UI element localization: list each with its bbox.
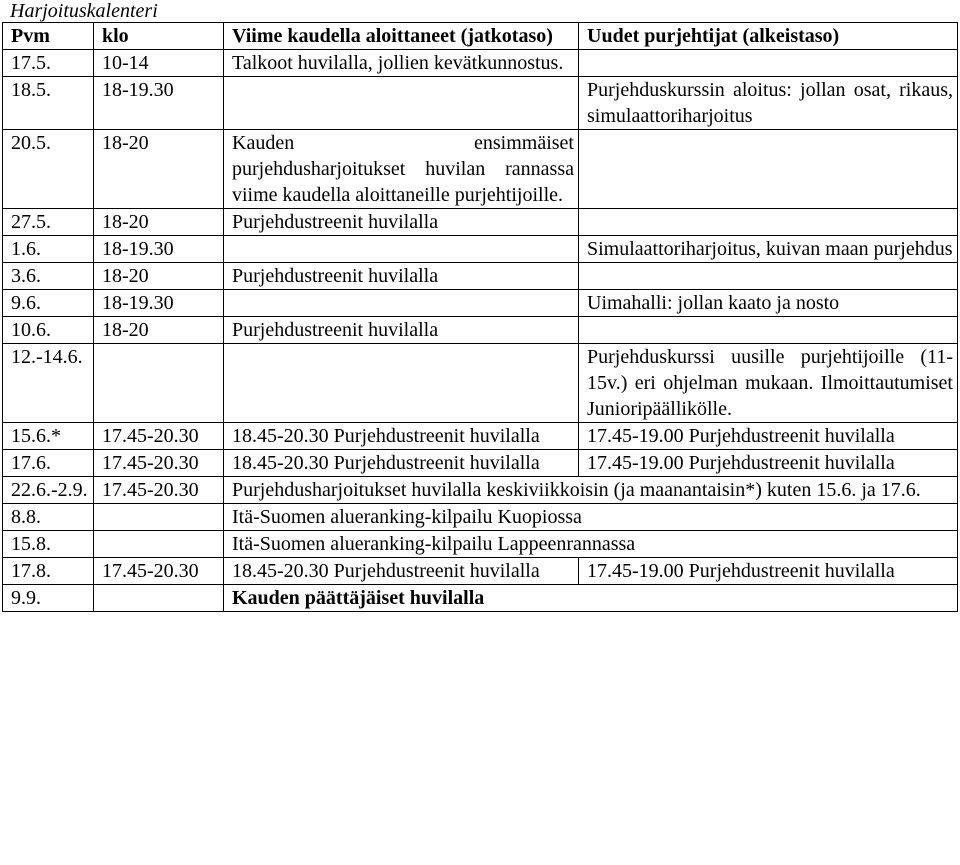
cell-merged: Kauden päättäjäiset huvilalla xyxy=(224,585,958,612)
cell-continuing: 18.45-20.30 Purjehdustreenit huvilalla xyxy=(224,558,579,585)
cell-klo xyxy=(94,344,224,423)
table-row xyxy=(3,209,958,236)
table-row xyxy=(3,450,958,477)
cell-beginners xyxy=(579,263,958,290)
cell-pvm: 1.6. xyxy=(3,236,94,263)
table-row xyxy=(3,504,958,531)
cell-klo: 17.45-20.30 xyxy=(94,423,224,450)
table-row xyxy=(3,558,958,585)
cell-beginners: 17.45-19.00 Purjehdustreenit huvilalla xyxy=(579,558,958,585)
cell-beginners: Uimahalli: jollan kaato ja nosto xyxy=(579,290,958,317)
header-klo: klo xyxy=(94,23,224,50)
cell-beginners xyxy=(579,209,958,236)
cell-pvm: 8.8. xyxy=(3,504,94,531)
cell-klo: 18-20 xyxy=(94,130,224,209)
cell-continuing xyxy=(224,77,579,130)
cell-pvm: 15.6.* xyxy=(3,423,94,450)
cell-beginners xyxy=(579,317,958,344)
table-row xyxy=(3,317,958,344)
cell-continuing: 18.45-20.30 Purjehdustreenit huvilalla xyxy=(224,423,579,450)
cell-continuing: Kauden ensimmäiset purjehdusharjoitukset huvilan rannassa viime kaudella aloittaneille purjehtijoille. xyxy=(224,130,579,209)
cell-merged: Itä-Suomen alueranking-kilpailu Lappeenrannassa xyxy=(224,531,958,558)
cell-continuing: Purjehdustreenit huvilalla xyxy=(224,209,579,236)
cell-continuing xyxy=(224,344,579,423)
table-row xyxy=(3,263,958,290)
training-calendar-table xyxy=(2,22,958,612)
cell-pvm: 17.5. xyxy=(3,50,94,77)
cell-pvm: 15.8. xyxy=(3,531,94,558)
cell-beginners: Purjehduskurssi uusille purjehtijoille (11-15v.) eri ohjelman mukaan. Ilmoittautumiset Junioripäällikölle. xyxy=(579,344,958,423)
cell-klo: 17.45-20.30 xyxy=(94,558,224,585)
cell-klo: 18-20 xyxy=(94,263,224,290)
cell-continuing xyxy=(224,236,579,263)
cell-beginners xyxy=(579,50,958,77)
cell-klo: 18-20 xyxy=(94,209,224,236)
cell-beginners: Simulaattoriharjoitus, kuivan maan purjehdus xyxy=(579,236,958,263)
cell-klo: 17.45-20.30 xyxy=(94,450,224,477)
cell-pvm: 3.6. xyxy=(3,263,94,290)
table-row xyxy=(3,77,958,130)
table-row xyxy=(3,423,958,450)
header-beginners: Uudet purjehtijat (alkeistaso) xyxy=(579,23,958,50)
table-row xyxy=(3,130,958,209)
cell-pvm: 12.-14.6. xyxy=(3,344,94,423)
cell-pvm: 27.5. xyxy=(3,209,94,236)
table-header-row xyxy=(3,23,958,50)
cell-klo: 18-19.30 xyxy=(94,290,224,317)
cell-pvm: 22.6.-2.9. xyxy=(3,477,94,504)
cell-merged: Itä-Suomen alueranking-kilpailu Kuopiossa xyxy=(224,504,958,531)
cell-klo: 18-20 xyxy=(94,317,224,344)
table-row xyxy=(3,236,958,263)
cell-continuing: Purjehdustreenit huvilalla xyxy=(224,263,579,290)
cell-continuing: Talkoot huvilalla, jollien kevätkunnostus. xyxy=(224,50,579,77)
table-row xyxy=(3,477,958,504)
cell-klo: 18-19.30 xyxy=(94,236,224,263)
cell-beginners: Purjehduskurssin aloitus: jollan osat, rikaus, simulaattoriharjoitus xyxy=(579,77,958,130)
header-pvm: Pvm xyxy=(3,23,94,50)
cell-pvm: 17.8. xyxy=(3,558,94,585)
cell-pvm: 10.6. xyxy=(3,317,94,344)
cell-klo xyxy=(94,531,224,558)
table-row xyxy=(3,531,958,558)
table-row xyxy=(3,50,958,77)
cell-pvm: 20.5. xyxy=(3,130,94,209)
document-title: Harjoituskalenteri xyxy=(10,0,158,22)
cell-klo xyxy=(94,585,224,612)
cell-klo xyxy=(94,504,224,531)
cell-klo: 17.45-20.30 xyxy=(94,477,224,504)
cell-continuing: 18.45-20.30 Purjehdustreenit huvilalla xyxy=(224,450,579,477)
cell-continuing: Purjehdustreenit huvilalla xyxy=(224,317,579,344)
cell-continuing xyxy=(224,290,579,317)
table-row xyxy=(3,585,958,612)
cell-pvm: 18.5. xyxy=(3,77,94,130)
table-row xyxy=(3,290,958,317)
cell-pvm: 9.6. xyxy=(3,290,94,317)
header-continuing: Viime kaudella aloittaneet (jatkotaso) xyxy=(224,23,579,50)
cell-pvm: 17.6. xyxy=(3,450,94,477)
cell-merged: Purjehdusharjoitukset huvilalla keskiviikkoisin (ja maanantaisin*) kuten 15.6. ja 17.6. xyxy=(224,477,958,504)
cell-klo: 10-14 xyxy=(94,50,224,77)
table-row xyxy=(3,344,958,423)
cell-klo: 18-19.30 xyxy=(94,77,224,130)
cell-pvm: 9.9. xyxy=(3,585,94,612)
cell-beginners xyxy=(579,130,958,209)
cell-beginners: 17.45-19.00 Purjehdustreenit huvilalla xyxy=(579,423,958,450)
cell-beginners: 17.45-19.00 Purjehdustreenit huvilalla xyxy=(579,450,958,477)
